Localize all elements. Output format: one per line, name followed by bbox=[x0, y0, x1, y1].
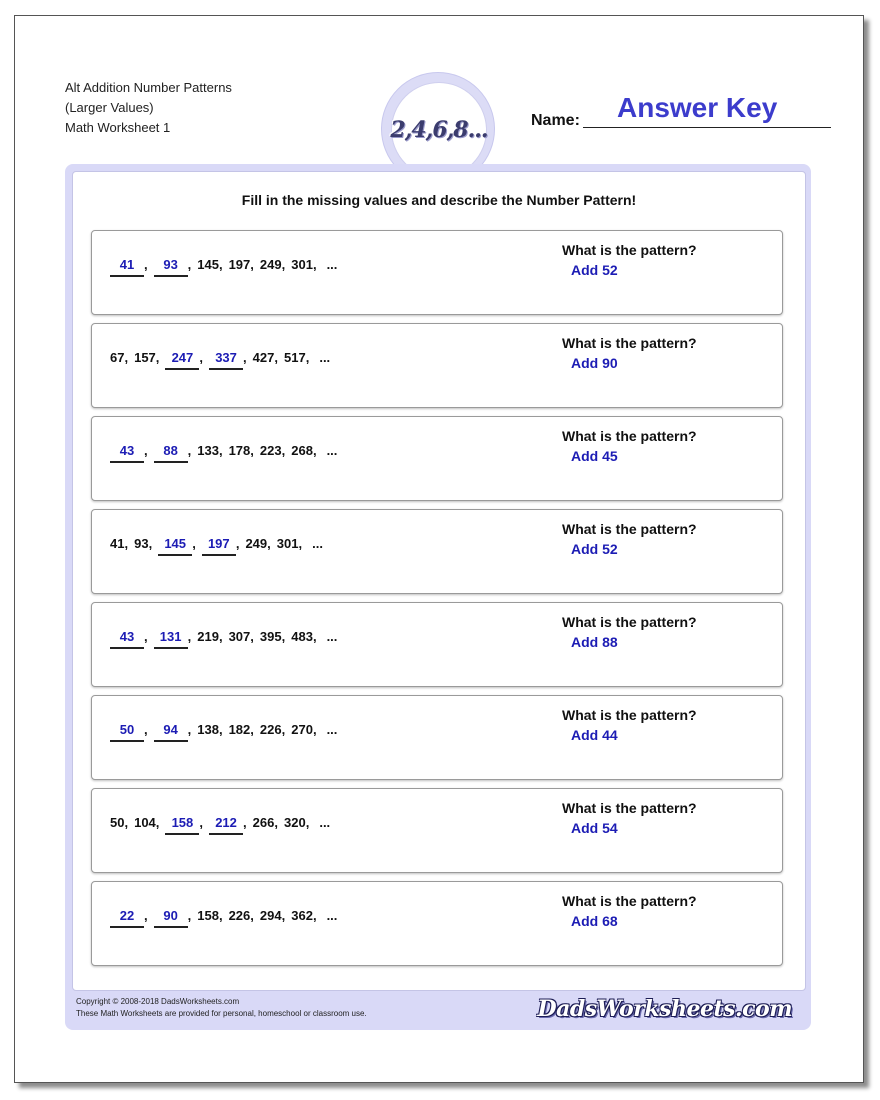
number-sequence bbox=[110, 536, 323, 556]
comma-separator: , bbox=[199, 815, 204, 830]
sequence-term: 104 bbox=[134, 815, 156, 830]
comma-separator: , bbox=[144, 722, 148, 737]
answer-blank: 197 bbox=[202, 536, 236, 556]
sequence-term: 226 bbox=[228, 908, 251, 923]
comma-separator: , bbox=[312, 257, 317, 272]
number-sequence bbox=[110, 815, 330, 835]
comma-separator: , bbox=[199, 350, 204, 365]
pattern-question-label: What is the pattern? bbox=[562, 893, 697, 909]
sequence-term: 307 bbox=[228, 629, 251, 644]
sequence-term: 93 bbox=[134, 536, 149, 551]
comma-separator: , bbox=[281, 908, 286, 923]
comma-separator: , bbox=[274, 350, 278, 365]
comma-separator: , bbox=[124, 536, 129, 551]
problem-box bbox=[91, 881, 783, 966]
answer-blank: 93 bbox=[154, 257, 188, 277]
comma-separator: , bbox=[250, 629, 254, 644]
pattern-question-label: What is the pattern? bbox=[562, 707, 697, 723]
pattern-answer: Add 88 bbox=[571, 634, 618, 650]
pattern-question bbox=[562, 335, 697, 371]
brand-logo: DadsWorksheets.com bbox=[537, 996, 792, 1022]
sequence-term: 226 bbox=[259, 722, 282, 737]
pattern-answer: Add 44 bbox=[571, 727, 618, 743]
sequence-ellipsis: ... bbox=[326, 443, 338, 458]
comma-separator: , bbox=[274, 815, 278, 830]
sequence-term: 223 bbox=[259, 443, 282, 458]
sequence-ellipsis: ... bbox=[326, 722, 338, 737]
sequence-term: 395 bbox=[259, 629, 282, 644]
comma-separator: , bbox=[144, 257, 148, 272]
pattern-question-label: What is the pattern? bbox=[562, 521, 697, 537]
comma-separator: , bbox=[312, 908, 317, 923]
sequence-term: 178 bbox=[228, 443, 251, 458]
worksheet-page bbox=[14, 15, 864, 1083]
footer bbox=[72, 994, 804, 1024]
sequence-term: 266 bbox=[252, 815, 275, 830]
comma-separator: , bbox=[312, 629, 317, 644]
answer-blank: 158 bbox=[165, 815, 199, 835]
copyright-line: Copyright © 2008-2018 DadsWorksheets.com bbox=[76, 997, 240, 1006]
comma-separator: , bbox=[192, 536, 196, 551]
comma-separator: , bbox=[250, 257, 254, 272]
name-line bbox=[583, 127, 831, 128]
comma-separator: , bbox=[305, 815, 310, 830]
comma-separator: , bbox=[144, 908, 148, 923]
comma-separator: , bbox=[250, 443, 254, 458]
problem-box bbox=[91, 323, 783, 408]
comma-separator: , bbox=[305, 350, 310, 365]
pattern-question bbox=[562, 428, 697, 464]
comma-separator: , bbox=[281, 722, 286, 737]
pattern-question bbox=[562, 707, 697, 743]
pattern-answer: Add 68 bbox=[571, 913, 618, 929]
sequence-term: 268 bbox=[291, 443, 313, 458]
pattern-question-label: What is the pattern? bbox=[562, 614, 697, 630]
sequence-term: 301 bbox=[291, 257, 313, 272]
sequence-term: 301 bbox=[276, 536, 299, 551]
comma-separator: , bbox=[218, 443, 223, 458]
sequence-term: 197 bbox=[228, 257, 251, 272]
pattern-question bbox=[562, 242, 697, 278]
comma-separator: , bbox=[124, 350, 129, 365]
comma-separator: , bbox=[218, 257, 223, 272]
comma-separator: , bbox=[187, 629, 192, 644]
sequence-ellipsis: ... bbox=[312, 536, 323, 551]
sequence-term: 427 bbox=[252, 350, 275, 365]
sequence-ellipsis: ... bbox=[326, 908, 338, 923]
answer-blank: 90 bbox=[154, 908, 188, 928]
sequence-ellipsis: ... bbox=[326, 629, 338, 644]
comma-separator: , bbox=[187, 722, 192, 737]
comma-separator: , bbox=[187, 257, 192, 272]
sequence-term: 67 bbox=[110, 350, 125, 365]
instructions: Fill in the missing values and describe the Number Pattern! bbox=[241, 192, 637, 208]
title-line-2: (Larger Values) bbox=[65, 100, 154, 115]
pattern-answer: Add 45 bbox=[571, 448, 618, 464]
comma-separator: , bbox=[267, 536, 271, 551]
comma-separator: , bbox=[243, 350, 247, 365]
sequence-term: 41 bbox=[110, 536, 125, 551]
sequence-term: 219 bbox=[197, 629, 219, 644]
comma-separator: , bbox=[250, 908, 254, 923]
pattern-question-label: What is the pattern? bbox=[562, 800, 697, 816]
answer-blank: 43 bbox=[110, 629, 144, 649]
problems-panel bbox=[72, 171, 806, 991]
logo-text: 2,4,6,8... bbox=[390, 117, 488, 143]
sequence-term: 145 bbox=[197, 257, 219, 272]
problem-box bbox=[91, 602, 783, 687]
sequence-term: 362 bbox=[291, 908, 313, 923]
comma-separator: , bbox=[250, 722, 254, 737]
comma-separator: , bbox=[155, 815, 160, 830]
comma-separator: , bbox=[148, 536, 153, 551]
answer-blank: 50 bbox=[110, 722, 144, 742]
answer-blank: 22 bbox=[110, 908, 144, 928]
answer-blank: 88 bbox=[154, 443, 188, 463]
pattern-answer: Add 52 bbox=[571, 262, 618, 278]
sequence-term: 517 bbox=[284, 350, 306, 365]
pattern-question bbox=[562, 614, 697, 650]
problem-box bbox=[91, 788, 783, 873]
comma-separator: , bbox=[281, 257, 286, 272]
pattern-question bbox=[562, 893, 697, 929]
number-sequence bbox=[110, 908, 337, 928]
comma-separator: , bbox=[187, 443, 192, 458]
pattern-answer: Add 90 bbox=[571, 355, 618, 371]
comma-separator: , bbox=[144, 443, 148, 458]
number-sequence bbox=[110, 350, 330, 370]
sequence-term: 157 bbox=[134, 350, 156, 365]
comma-separator: , bbox=[187, 908, 192, 923]
answer-blank: 41 bbox=[110, 257, 144, 277]
sequence-term: 138 bbox=[197, 722, 219, 737]
pattern-question bbox=[562, 521, 697, 557]
sequence-ellipsis: ... bbox=[319, 350, 331, 365]
answer-key-label: Answer Key bbox=[617, 92, 778, 123]
number-sequence bbox=[110, 257, 337, 277]
worksheet-title bbox=[65, 78, 232, 138]
sequence-term: 294 bbox=[259, 908, 282, 923]
comma-separator: , bbox=[312, 443, 317, 458]
comma-separator: , bbox=[298, 536, 303, 551]
sequence-ellipsis: ... bbox=[319, 815, 331, 830]
sequence-term: 249 bbox=[259, 257, 282, 272]
number-sequence bbox=[110, 629, 337, 649]
comma-separator: , bbox=[218, 908, 223, 923]
sequence-term: 50 bbox=[110, 815, 125, 830]
title-line-3: Math Worksheet 1 bbox=[65, 120, 171, 135]
copyright-text bbox=[76, 996, 367, 1020]
comma-separator: , bbox=[218, 629, 223, 644]
answer-blank: 337 bbox=[209, 350, 243, 370]
answer-blank: 43 bbox=[110, 443, 144, 463]
name-label: Name: bbox=[531, 112, 580, 129]
comma-separator: , bbox=[155, 350, 160, 365]
problems-frame bbox=[65, 164, 811, 1030]
answer-blank: 145 bbox=[158, 536, 192, 556]
comma-separator: , bbox=[218, 722, 223, 737]
comma-separator: , bbox=[243, 815, 247, 830]
number-sequence bbox=[110, 722, 337, 742]
problem-box bbox=[91, 416, 783, 501]
usage-line: These Math Worksheets are provided for personal, homeschool or classroom use. bbox=[76, 1009, 367, 1018]
pattern-answer: Add 52 bbox=[571, 541, 618, 557]
comma-separator: , bbox=[124, 815, 129, 830]
problem-box bbox=[91, 230, 783, 315]
title-line-1: Alt Addition Number Patterns bbox=[65, 80, 232, 95]
pattern-question-label: What is the pattern? bbox=[562, 335, 697, 351]
sequence-term: 158 bbox=[197, 908, 219, 923]
problem-box bbox=[91, 509, 783, 594]
pattern-question-label: What is the pattern? bbox=[562, 242, 697, 258]
answer-blank: 247 bbox=[165, 350, 199, 370]
problem-box bbox=[91, 695, 783, 780]
sequence-term: 133 bbox=[197, 443, 219, 458]
answer-blank: 131 bbox=[154, 629, 188, 649]
sequence-term: 270 bbox=[291, 722, 313, 737]
sequence-term: 182 bbox=[228, 722, 251, 737]
comma-separator: , bbox=[235, 536, 240, 551]
sequence-term: 483 bbox=[291, 629, 313, 644]
pattern-answer: Add 54 bbox=[571, 820, 618, 836]
comma-separator: , bbox=[281, 443, 286, 458]
number-sequence bbox=[110, 443, 337, 463]
comma-separator: , bbox=[312, 722, 317, 737]
answer-blank: 94 bbox=[154, 722, 188, 742]
sequence-ellipsis: ... bbox=[326, 257, 338, 272]
answer-blank: 212 bbox=[209, 815, 243, 835]
sequence-term: 249 bbox=[245, 536, 268, 551]
pattern-question bbox=[562, 800, 697, 836]
comma-separator: , bbox=[281, 629, 286, 644]
pattern-question-label: What is the pattern? bbox=[562, 428, 697, 444]
sequence-term: 320 bbox=[284, 815, 306, 830]
comma-separator: , bbox=[144, 629, 148, 644]
